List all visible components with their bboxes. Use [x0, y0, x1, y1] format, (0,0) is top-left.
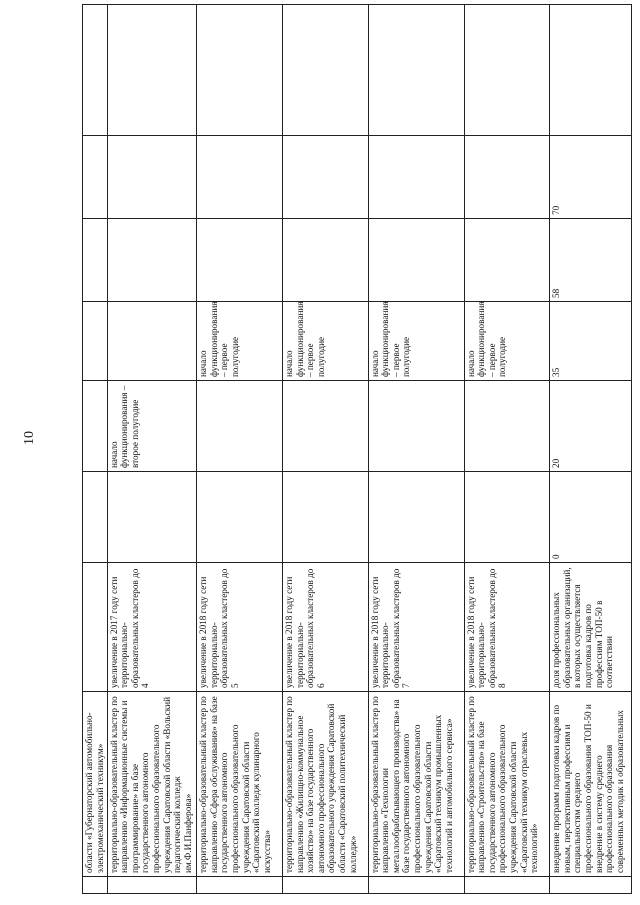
value-2017-cell [197, 381, 283, 472]
cell-text: 20 [551, 458, 562, 468]
value-2017-cell [368, 381, 464, 472]
value-2016-cell [464, 472, 550, 563]
table-row [368, 5, 464, 894]
value-2019-cell [464, 219, 550, 302]
value-2017-cell [464, 381, 550, 472]
cell-text: территориально-образовательный кластер по направлению «Жилищно-коммунальное хозяйство» на базе государственного автономного профессионального образовательного учреждения Саратовской области «Саратовский политехнический колледж» [283, 696, 358, 873]
table-row [282, 5, 368, 894]
cell-text: начало функционирования – второе полугодие [108, 385, 140, 468]
empty-cell [368, 5, 464, 136]
value-2016-cell [83, 472, 108, 563]
row-marker-cell [83, 877, 108, 894]
cell-text: увеличение в 2017 году сети территориально-образовательных кластеров до 4 [108, 568, 151, 688]
value-2020-cell [197, 136, 283, 219]
row-marker-cell [197, 877, 283, 894]
activity-cell [83, 692, 108, 877]
value-2016-cell [107, 472, 197, 563]
activity-cell [282, 692, 368, 877]
cell-text: территориально-образовательный кластер по направлению «Строительство» на базе государственного автономного профессионального образовательного учреждения Саратовской области «Саратовский техникум отраслевых технологий» [465, 696, 540, 873]
value-2019-cell [83, 219, 108, 302]
cell-text: территориально-образовательный кластер по направлению «Технологии металлообрабатывающего производства» на базе государственного автономного профессионального образовательного учреждения Саратовской области «Саратовский техникум промышленных технологий и автомобильного сервиса» [369, 696, 454, 873]
value-2016-cell [368, 472, 464, 563]
value-2016-cell [550, 472, 632, 563]
cell-text: внедрение программ подготовки кадров по новым, перспективным профессиям и специальностям среднего профессионального образования ТОП-50 и внедрение в систему среднего профессионального образования современных методик и образовательных [551, 704, 625, 873]
activity-cell [550, 692, 632, 877]
cell-text: 70 [551, 205, 562, 215]
cell-text: территориально-образовательный кластер по направлению «Информационные системы и программирование» на базе государственного автономного профессионального образовательного учреждения Саратовской области «Вольский педагогический колледж им.Ф.И.Панферова» [108, 696, 193, 873]
cell-text: территориально-образовательный кластер по направлению «Сфера обслуживания» на базе государственного автономного профессионального образовательного учреждения Саратовской области «Саратовский колледж кулинарного искусства» [198, 696, 272, 873]
cell-text: увеличение в 2018 году сети территориально-образовательных кластеров до 8 [465, 568, 508, 688]
cell-text: 58 [551, 288, 562, 298]
cell-text: доля профессиональных образовательных организаций, в которых осуществляется подготовка кадров по профессиям ТОП-50 в соответствии [551, 567, 615, 688]
program-table [82, 4, 632, 894]
value-2016-cell [197, 472, 283, 563]
table-row [550, 5, 632, 894]
value-2018-cell [464, 302, 550, 381]
activity-cell [107, 692, 197, 877]
row-marker-cell [107, 877, 197, 894]
activity-cell [197, 692, 283, 877]
activity-cell [464, 692, 550, 877]
indicator-cell [83, 563, 108, 692]
row-marker-cell [368, 877, 464, 894]
empty-cell [83, 5, 108, 136]
cell-text: области «Губернаторский автомобильно-электромеханический техникум» [84, 712, 105, 873]
rotated-table [82, 4, 632, 894]
indicator-cell [197, 563, 283, 692]
table-row [464, 5, 550, 894]
value-2018-cell [197, 302, 283, 381]
row-marker-cell [550, 877, 632, 894]
value-2017-cell [550, 381, 632, 472]
value-2018-cell [282, 302, 368, 381]
empty-cell [464, 5, 550, 136]
empty-cell [282, 5, 368, 136]
cell-text: 35 [551, 367, 562, 377]
value-2019-cell [550, 219, 632, 302]
value-2019-cell [368, 219, 464, 302]
page-number: 10 [22, 431, 37, 445]
value-2019-cell [282, 219, 368, 302]
table-row [107, 5, 197, 894]
indicator-cell [282, 563, 368, 692]
empty-cell [550, 5, 632, 136]
value-2020-cell [282, 136, 368, 219]
row-marker-cell [464, 877, 550, 894]
cell-text: начало функционирования – первое полугодие [465, 301, 508, 377]
activity-cell [368, 692, 464, 877]
cell-text: начало функционирования – первое полугодие [198, 301, 240, 377]
empty-cell [107, 5, 197, 136]
cell-text: начало функционирования – первое полугодие [283, 301, 326, 377]
value-2017-cell [83, 381, 108, 472]
table-wrapper [82, 4, 632, 894]
indicator-cell [368, 563, 464, 692]
empty-cell [197, 5, 283, 136]
row-marker-cell [282, 877, 368, 894]
value-2020-cell [550, 136, 632, 219]
table-body [83, 5, 632, 894]
value-2020-cell [368, 136, 464, 219]
value-2020-cell [464, 136, 550, 219]
value-2017-cell [107, 381, 197, 472]
indicator-cell [107, 563, 197, 692]
cell-text: увеличение в 2018 году сети территориально-образовательных кластеров до 7 [369, 568, 412, 688]
indicator-cell [464, 563, 550, 692]
value-2018-cell [83, 302, 108, 381]
value-2020-cell [107, 136, 197, 219]
value-2019-cell [107, 219, 197, 302]
cell-text: увеличение в 2018 году сети территориально-образовательных кластеров до 6 [283, 568, 326, 688]
indicator-cell [550, 563, 632, 692]
table-row [83, 5, 108, 894]
cell-text: начало функционирования – первое полугодие [369, 301, 412, 377]
cell-text: увеличение в 2018 году сети территориально-образовательных кластеров до 5 [198, 568, 240, 688]
value-2016-cell [282, 472, 368, 563]
value-2020-cell [83, 136, 108, 219]
value-2018-cell [368, 302, 464, 381]
cell-text: 0 [551, 554, 562, 559]
value-2018-cell [107, 302, 197, 381]
value-2017-cell [282, 381, 368, 472]
value-2019-cell [197, 219, 283, 302]
table-row [197, 5, 283, 894]
value-2018-cell [550, 302, 632, 381]
